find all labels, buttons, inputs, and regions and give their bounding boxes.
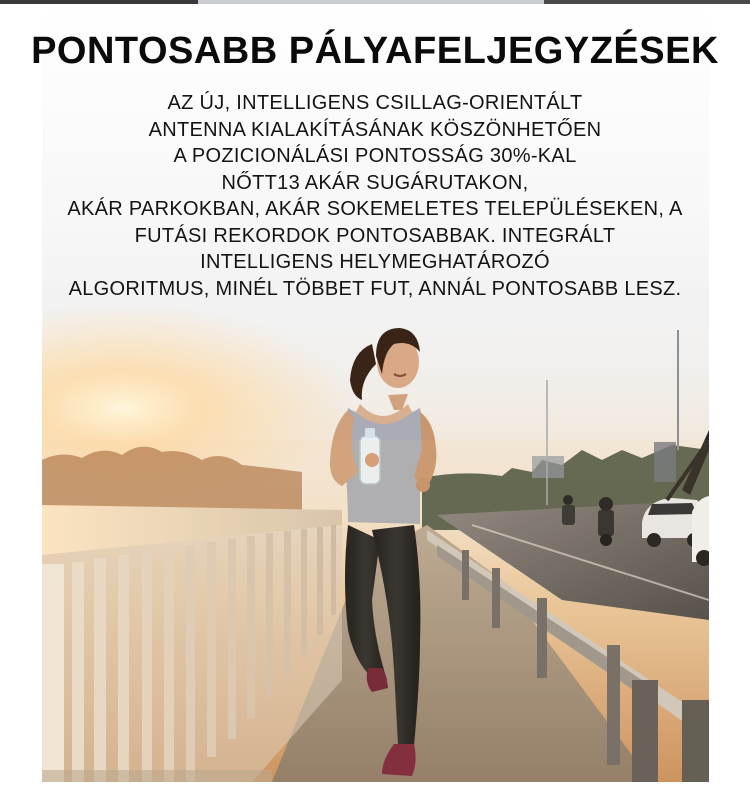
body-line: AZ ÚJ, INTELLIGENS CSILLAG-ORIENTÁLT xyxy=(167,92,583,114)
jogging-scene xyxy=(42,300,709,782)
jogging-photo xyxy=(42,300,709,782)
body-line: ANTENNA KIALAKÍTÁSÁNAK KÖSZÖNHETŐEN xyxy=(148,118,602,141)
body-text xyxy=(0,90,750,302)
body-line: NŐTT13 AKÁR SUGÁRUTAKON, xyxy=(221,171,529,194)
body-line: FUTÁSI REKORDOK PONTOSABBAK. INTEGRÁLT xyxy=(134,224,616,247)
body-line: AKÁR PARKOKBAN, AKÁR SOKEMELETES TELEPÜLÉSEKEN, A xyxy=(67,198,683,220)
body-line: INTELLIGENS HELYMEGHATÁROZÓ xyxy=(200,251,550,273)
warm-haze xyxy=(42,440,709,782)
water-bottle-cap xyxy=(365,428,375,438)
headline: PONTOSABB PÁLYAFELJEGYZÉSEK xyxy=(31,30,719,72)
body-line: ALGORITMUS, MINÉL TÖBBET FUT, ANNÁL PONTOSABB LESZ. xyxy=(68,277,682,300)
body-line: A POZICIONÁLÁSI PONTOSSÁG 30%-KAL xyxy=(173,145,577,167)
